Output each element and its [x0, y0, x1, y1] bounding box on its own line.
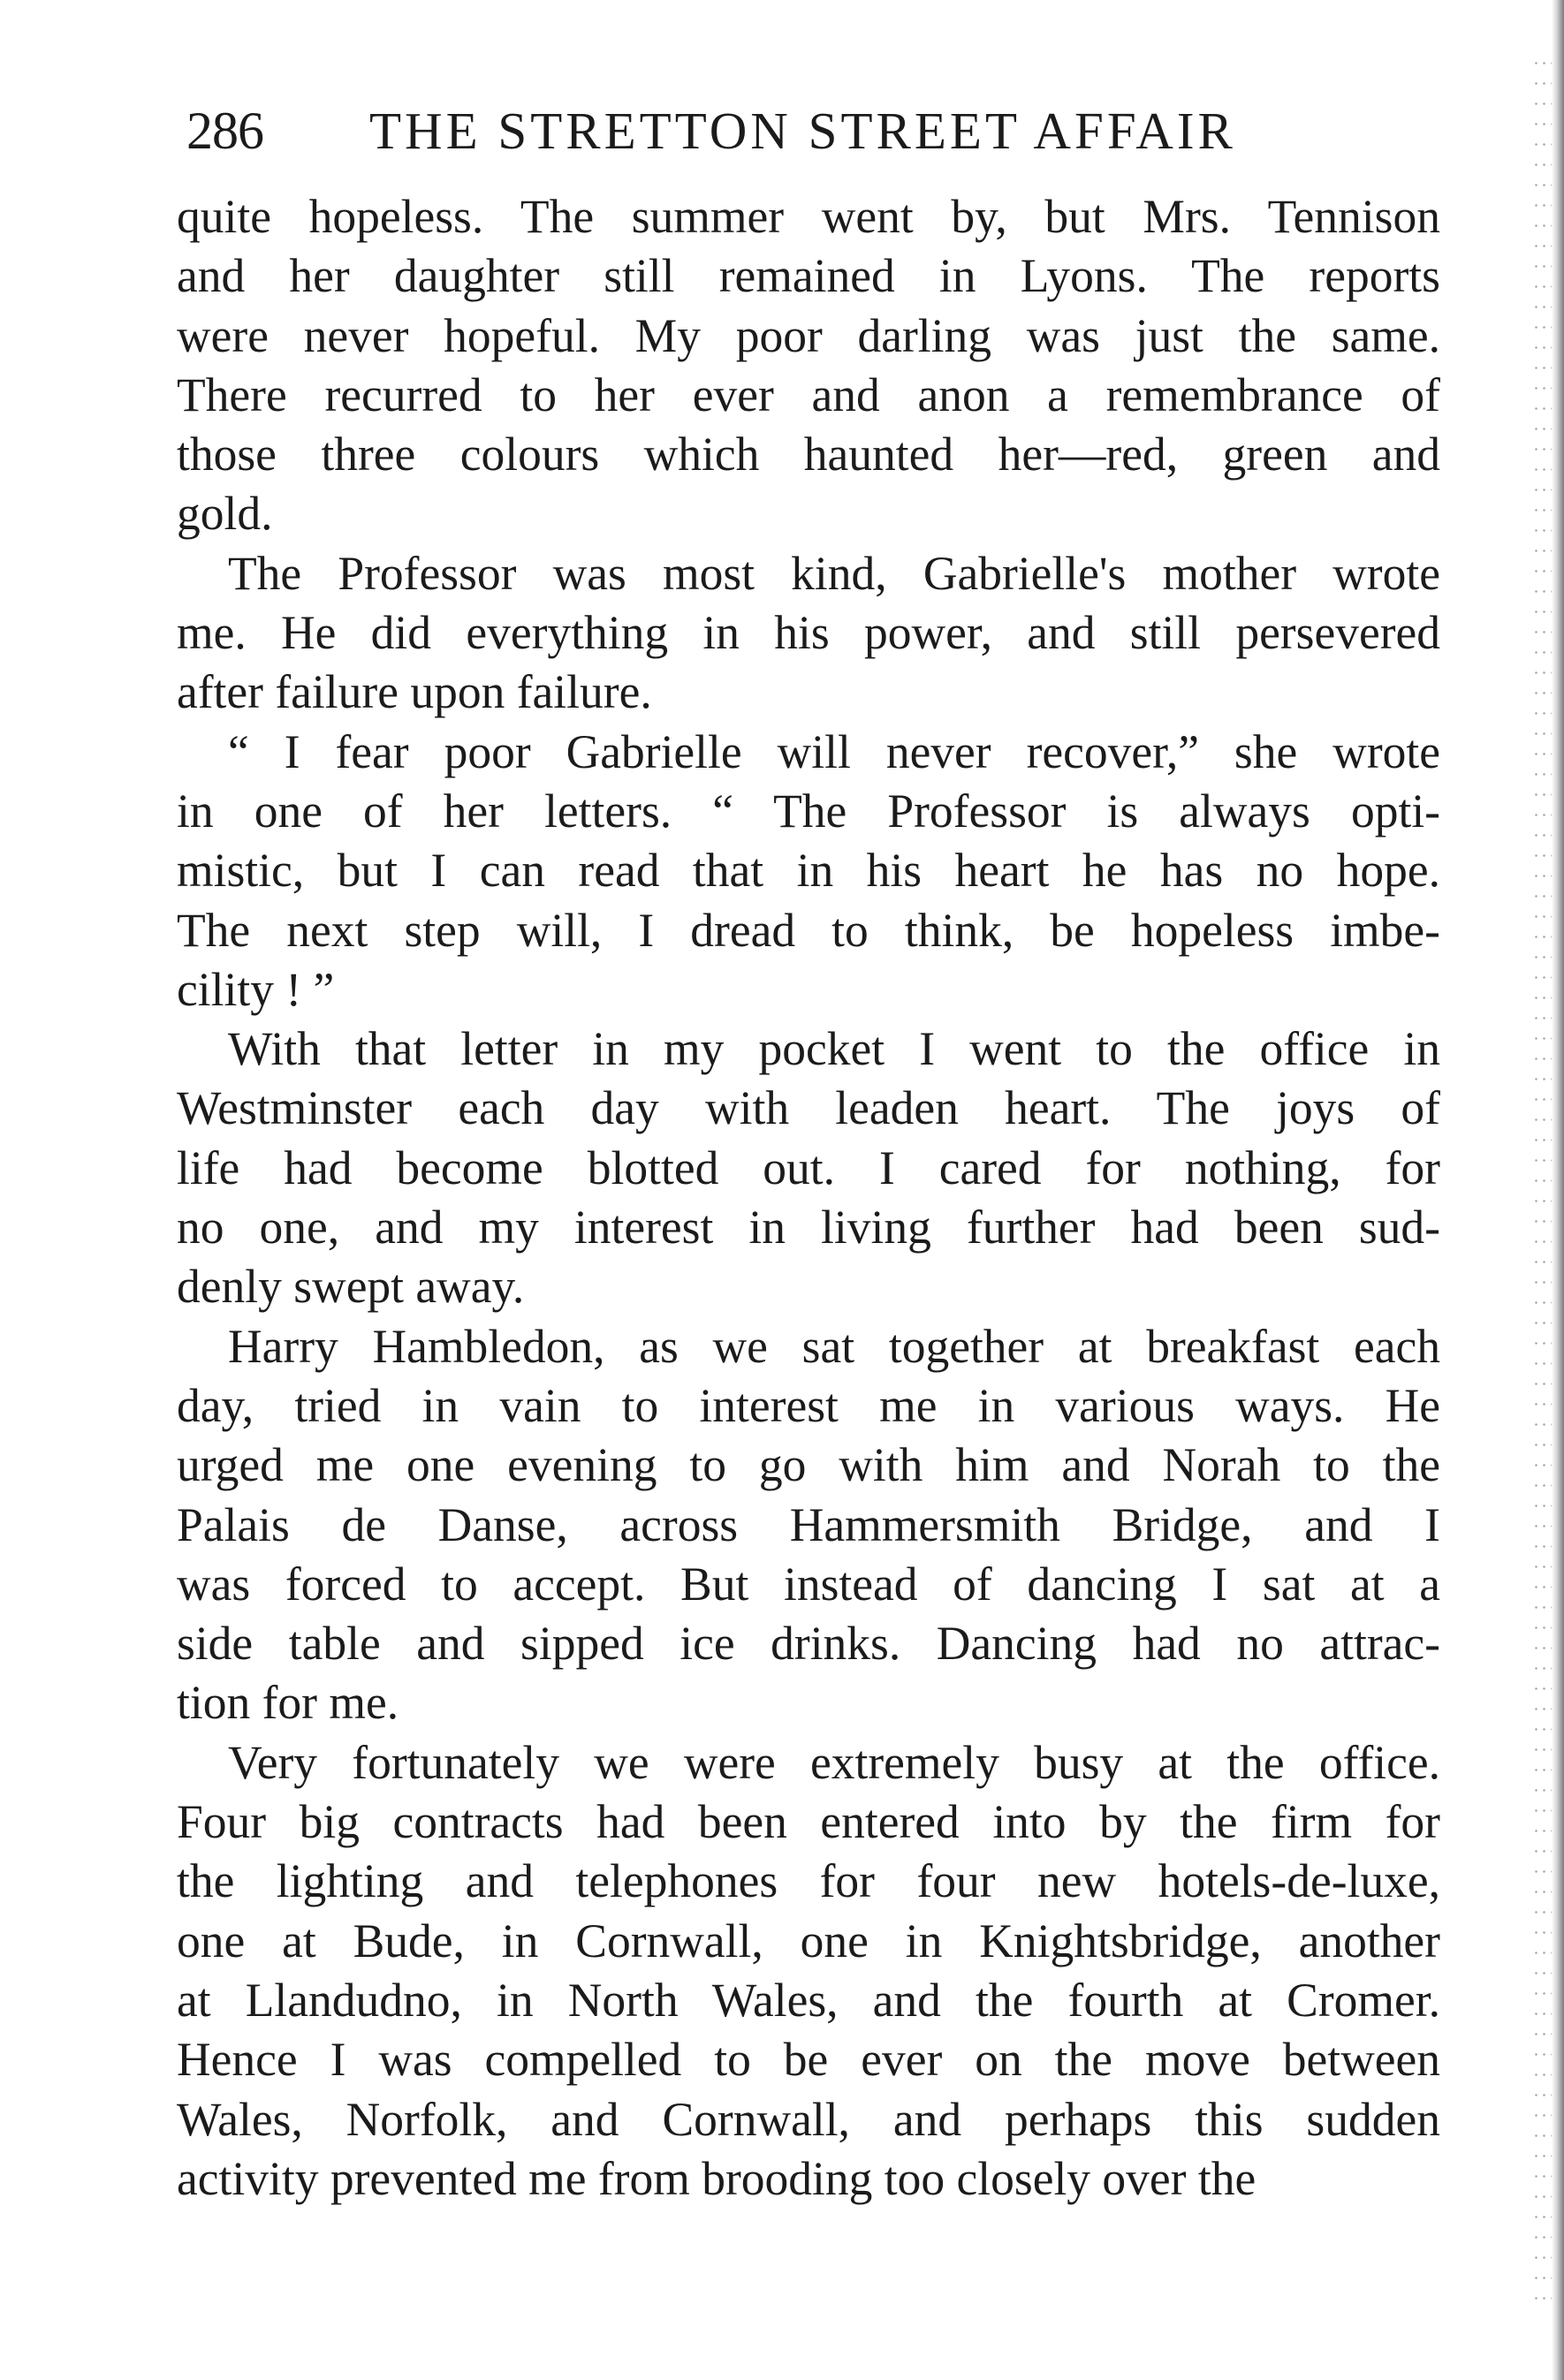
text-line: There recurred to her ever and anon a remembrance of: [177, 368, 1440, 421]
text-line: Four big contracts had been entered into by the firm for: [177, 1795, 1440, 1849]
text-line: cility ! ”: [177, 962, 335, 1016]
text-line: quite hopeless. The summer went by, but Mrs. Tennison: [177, 190, 1440, 243]
text-line: urged me one evening to go with him and Norah to the: [177, 1438, 1440, 1492]
text-line: Harry Hambledon, as we sat together at breakfast each: [228, 1319, 1440, 1373]
book-title: THE STRETTON STREET AFFAIR: [369, 102, 1236, 160]
text-line: Palais de Danse, across Hammersmith Bridge, and I: [177, 1497, 1440, 1551]
paragraph: [177, 1317, 1440, 1733]
text-line: those three colours which haunted her—red, green and: [177, 428, 1440, 481]
text-line: With that letter in my pocket I went to the office in: [228, 1022, 1440, 1076]
scan-edge-shadow: [1552, 0, 1564, 2380]
text-line: life had become blotted out. I cared for nothing, for: [177, 1141, 1440, 1194]
paragraph: [177, 723, 1440, 1019]
text-line: Very fortunately we were extremely busy at the office.: [228, 1735, 1440, 1789]
text-line: mistic, but I can read that in his heart he has no hope.: [177, 844, 1440, 898]
text-line: were never hopeful. My poor darling was just the same.: [177, 308, 1440, 362]
text-line: at Llandudno, in North Wales, and the fourth at Cromer.: [177, 1973, 1440, 2027]
text-line: tion for me.: [177, 1676, 399, 1730]
text-line: Hence I was compelled to be ever on the move between: [177, 2033, 1440, 2087]
text-line: in one of her letters. “ The Professor is always opti-: [177, 784, 1440, 838]
text-line: “ I fear poor Gabrielle will never recover,” she wrote: [228, 724, 1440, 778]
text-line: no one, and my interest in living further had been sud-: [177, 1201, 1440, 1254]
text-line: and her daughter still remained in Lyons. The reports: [177, 249, 1440, 303]
text-line: me. He did everything in his power, and still persevered: [177, 606, 1440, 660]
paragraph: [177, 544, 1440, 723]
text-line: side table and sipped ice drinks. Dancing had no attrac-: [177, 1617, 1440, 1671]
paragraph: [177, 187, 1440, 544]
text-line: day, tried in vain to interest me in various ways. He: [177, 1378, 1440, 1432]
page-number: 286: [186, 102, 263, 160]
text-line: The Professor was most kind, Gabrielle's mother wrote: [228, 546, 1440, 600]
text-line: one at Bude, in Cornwall, one in Knightsbridge, another: [177, 1914, 1440, 1967]
text-line: was forced to accept. But instead of dancing I sat at a: [177, 1557, 1440, 1611]
text-line: Wales, Norfolk, and Cornwall, and perhaps this sudden: [177, 2092, 1440, 2146]
text-line: denly swept away.: [177, 1260, 525, 1314]
paragraph: [177, 1733, 1440, 2209]
text-line: gold.: [177, 487, 273, 541]
text-line: Westminster each day with leaden heart. The joys of: [177, 1081, 1440, 1135]
text-line: the lighting and telephones for four new hotels-de-luxe,: [177, 1854, 1440, 1908]
body-text: [177, 187, 1440, 2209]
text-line: activity prevented me from brooding too closely over the: [177, 2151, 1257, 2205]
text-line: The next step will, I dread to think, be hopeless imbe-: [177, 903, 1440, 957]
paragraph: [177, 1019, 1440, 1316]
running-head: [0, 95, 1564, 166]
scan-edge-speckle: [1532, 53, 1552, 2315]
text-line: after failure upon failure.: [177, 665, 652, 719]
